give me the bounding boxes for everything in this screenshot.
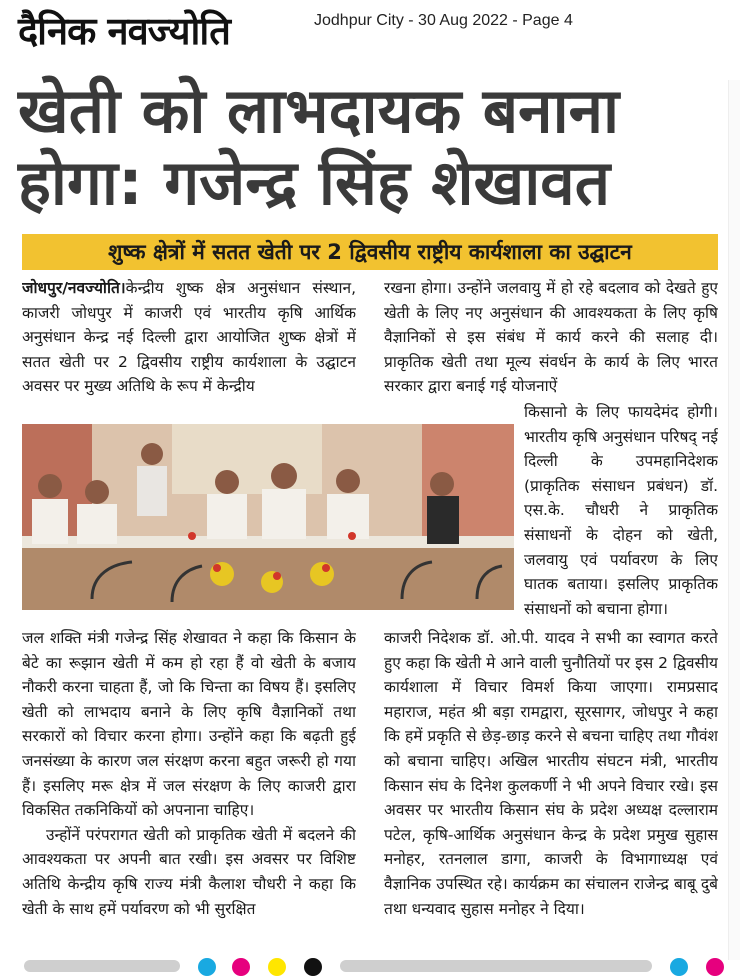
registration-mark-yellow — [268, 958, 286, 976]
article-column-2 — [384, 276, 718, 398]
edition-info: Jodhpur City - 30 Aug 2022 - Page 4 — [314, 12, 573, 29]
article-column-3 — [22, 626, 356, 946]
adjacent-page-edge — [728, 80, 740, 960]
article-column-4 — [384, 626, 718, 946]
bottom-grey-bar-right — [340, 960, 652, 972]
article-col2-text: रखना होगा। उन्होंने जलवायु में हो रहे बदलाव को देखते हुए खेती के लिए नए अनुसंधान की आवश्यकता के लिए कृषि वैज्ञानिकों से इस संबंध में कार्य करने की सलाह दी। प्राकृतिक खेती तथा मूल्य संवर्धन के कार्य के लिए भारत सरकार द्वारा बनाई गई योजनाऐं — [384, 279, 718, 396]
article-column-2-side — [524, 400, 718, 626]
article-col3-para-2: उन्होंनें परंपरागत खेती को प्राकृतिक खेती में बदलने की आवश्यकता पर अपनी बात रखी। इस अवसर पर विशिष्ट अतिथि केन्द्रीय कृषि राज्य मंत्री कैलाश चौधरी ने कहा कि खेती के साथ हमें पर्यावरण को भी सुरक्षित — [22, 825, 356, 918]
registration-mark-black — [304, 958, 322, 976]
event-photo-illustration — [22, 424, 514, 610]
article-column-1 — [22, 276, 356, 400]
event-photo — [22, 424, 514, 610]
registration-mark-cyan — [198, 958, 216, 976]
registration-mark-magenta — [232, 958, 250, 976]
newspaper-masthead: दैनिक नवज्योति — [18, 9, 230, 53]
article-col4-text: काजरी निदेशक डॉ. ओ.पी. यादव ने सभी का स्वागत करते हुए कहा कि खेती मे आने वाली चुनौतियों पर इस 2 द्विवसीय कार्यशाला में विचार विमर्श किया जाएगा। रामप्रसाद महाराज, महंत श्री बड़ा रामद्वारा, सूरसागर, जोधपुर ने कहा कि हमें प्रकृति से छेड़-छाड़ करने से बचना चाहिए तथा गौवंश को बचाना चाहिए। अखिल भारतीय संघटन मंत्री, भारतीय किसान संघ के दिनेश कुलकर्णी ने भी अपने विचार रखे। इस अवसर पर भारतीय किसान संघ के प्रदेश अध्यक्ष दल्लाराम पटेल, कृषि-आर्थिक अनुसंधान केन्द्र के प्रदेश प्रमुख सुहास मनोहर, रतनलाल डागा, काजरी के विभागाध्यक्ष एवं वैज्ञानिक उपस्थित रहे। कार्यक्रम का संचालन राजेन्द्र बाबू दुबे तथा धन्यवाद सुहास मनोहर ने दिया। — [384, 629, 718, 918]
subheadline: शुष्क क्षेत्रों में सतत खेती पर 2 द्विवसीय राष्ट्रीय कार्यशाला का उद्घाटन — [22, 234, 718, 270]
registration-mark-cyan-right — [670, 958, 688, 976]
article-col1-text: केन्द्रीय शुष्क क्षेत्र अनुसंधान संस्थान, काजरी जोधपुर में काजरी एवं भारतीय कृषि आर्थिक अनुसंधान केन्द्र नई दिल्ली द्वारा आयोजित शुष्क क्षेत्रों में सतत खेती पर 2 द्विवसीय राष्ट्रीय कार्यशाला के उद्घाटन अवसर पर मुख्य अतिथि के रूप में केन्द्रीय — [22, 279, 356, 396]
headline-line-1: खेती को लाभदायक बनाना — [18, 74, 620, 147]
registration-mark-magenta-right — [706, 958, 724, 976]
article-col3-para-1: जल शक्ति मंत्री गजेन्द्र सिंह शेखावत ने कहा कि किसान के बेटे का रूझान खेती में कम हो रहा हैं वो खेती के बजाय नौकरी करना चाहता हैं, जो कि चिन्ता का विषय हैं। इसलिए खेती को लाभदाय बनाने के लिए कृषि वैज्ञानिकों तथा सरकारों को विचार करना होगा। उन्होंने कहा कि बढ़ती हुई जनसंख्या के कारण जल संरक्षण करना बहुत जरूरी हो गया हैं। इसलिए मरू क्षेत्र में जल संरक्षण के लिए काजरी द्वारा विकसित तकनिकियों को अपनाना चाहिए। — [22, 629, 356, 820]
headline-line-2: होगा: गजेन्द्र सिंह शेखावत — [18, 146, 611, 219]
dateline: जोधपुर/नवज्योति। — [22, 279, 126, 297]
article-col2-side-text: किसानो के लिए फायदेमंद होगी। भारतीय कृषि अनुसंधान परिषद् नई दिल्ली के उपमहानिदेशक (प्राकृतिक संसाधन प्रबंधन) डॉ. एस.के. चौधरी ने प्राकृतिक संसाधनों के दोहन को खेती, जलवायु एवं पर्यावरण के लिए घातक बताया। इसलिए प्राकृतिक संसाधनों को बचाना होगा। — [524, 403, 718, 618]
bottom-grey-bar-left — [24, 960, 180, 972]
